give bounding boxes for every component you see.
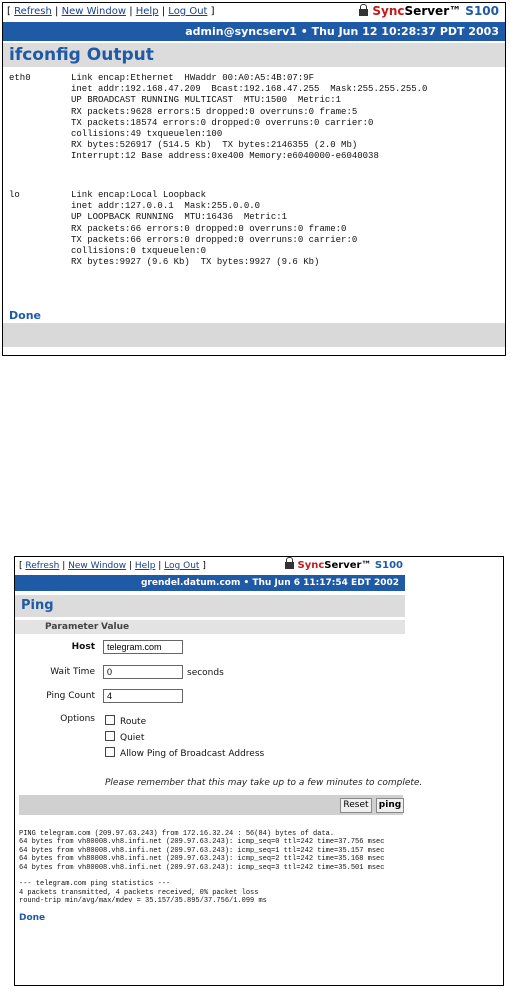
top-nav: [ Refresh | New Window | Help | Log Out ] — [7, 6, 215, 17]
brand-logo: SyncServer™ S100 — [359, 4, 499, 18]
completion-note: Please remember that this may take up to a few minutes to complete. — [105, 778, 423, 788]
interface-lo — [9, 190, 357, 268]
interface-eth0 — [9, 73, 427, 163]
status-bar: grendel.datum.com • Thu Jun 6 11:17:54 EDT 2002 — [15, 575, 405, 591]
page-title: ifconfig Output — [3, 43, 505, 67]
logout-link[interactable]: Log Out — [164, 561, 200, 571]
host-input[interactable] — [103, 640, 183, 654]
interface-details: Link encap:Ethernet HWaddr 00:A0:A5:4B:07:9F inet addr:192.168.47.209 Bcast:192.168.47.255 Mask:255.255.255.0 UP BROADCAST RUNNING MULTICAST MTU:1500 Metric:1 RX packets:9628 errors:5 dropped:0 overruns:0 frame:5 TX packets:18574 errors:0 dropped:0 overruns:0 carrier:0 collisions:49 txqueuelen:100 RX bytes:526917 (514.5 Kb) TX bytes:2146355 (2.0 Mb) Interrupt:12 Base address:0xe400 Memory:e6040000-e6040038 — [71, 73, 428, 162]
wait-time-unit: seconds — [187, 668, 224, 678]
option-broadcast: Allow Ping of Broadcast Address — [105, 747, 264, 759]
refresh-link[interactable]: Refresh — [25, 561, 60, 571]
help-link[interactable]: Help — [135, 6, 159, 17]
page-title: Ping — [15, 595, 405, 617]
refresh-link[interactable]: Refresh — [14, 6, 52, 17]
options-label: Options — [60, 714, 95, 724]
done-link[interactable]: Done — [9, 309, 41, 322]
new-window-link[interactable]: New Window — [68, 561, 127, 571]
option-route: Route — [105, 715, 146, 727]
ping-output: PING telegram.com (209.97.63.243) from 172.16.32.24 : 56(84) bytes of data. 64 bytes from vh80008.vh8.infi.net (209.97.63.243): icmp_seq=0 ttl=242 time=37.756 msec 64 bytes from vh80008.vh8.infi.net (209.97.63.243): icmp_seq=1 ttl=242 time=35.157 msec 64 bytes from vh80008.vh8.infi.net (209.97.63.243): icmp_seq=2 ttl=242 time=35.168 msec 64 bytes from vh80008.vh8.infi.net (209.97.63.243): icmp_seq=3 ttl=242 time=35.501 msec --- telegram.com ping statistics --- 4 packets transmitted, 4 packets received, 0% packet loss round-trip min/avg/max/mdev = 35.157/35.895/37.756/1.099 ms — [19, 830, 385, 906]
interface-name: eth0 — [9, 73, 31, 83]
host-label: Host — [71, 642, 95, 652]
option-quiet: Quiet — [105, 731, 144, 743]
wait-time-input[interactable] — [103, 665, 183, 679]
interface-name: lo — [9, 190, 20, 200]
logout-link[interactable]: Log Out — [168, 6, 208, 17]
new-window-link[interactable]: New Window — [61, 6, 127, 17]
button-bar — [19, 795, 403, 815]
quiet-checkbox[interactable] — [105, 731, 115, 741]
parameter-header: Parameter Value — [15, 620, 405, 634]
lock-icon — [285, 562, 294, 569]
reset-button[interactable]: Reset — [340, 798, 372, 813]
ifconfig-window — [2, 2, 506, 356]
status-bar: admin@syncserv1 • Thu Jun 12 10:28:37 PDT 2003 — [3, 22, 505, 41]
ping-window — [14, 556, 504, 986]
interface-details: Link encap:Local Loopback inet addr:127.0.0.1 Mask:255.0.0.0 UP LOOPBACK RUNNING MTU:16436 Metric:1 RX packets:66 errors:0 dropped:0 overruns:0 frame:0 TX packets:66 errors:0 dropped:0 overruns:0 carrier:0 collisions:0 txqueuelen:0 RX bytes:9927 (9.6 Kb) TX bytes:9927 (9.6 Kb) — [71, 190, 358, 268]
lock-icon — [359, 9, 368, 16]
route-checkbox[interactable] — [105, 715, 115, 725]
help-link[interactable]: Help — [134, 561, 156, 571]
wait-time-label: Wait Time — [50, 667, 95, 677]
brand-logo: SyncServer™ S100 — [285, 560, 404, 571]
ping-count-label: Ping Count — [46, 691, 95, 701]
broadcast-checkbox[interactable] — [105, 747, 115, 757]
ping-count-input[interactable] — [103, 689, 183, 703]
footer-bar — [3, 323, 505, 347]
ping-button[interactable]: ping — [376, 798, 404, 813]
done-link[interactable]: Done — [19, 913, 46, 923]
top-nav: [ Refresh | New Window | Help | Log Out ] — [19, 561, 206, 571]
